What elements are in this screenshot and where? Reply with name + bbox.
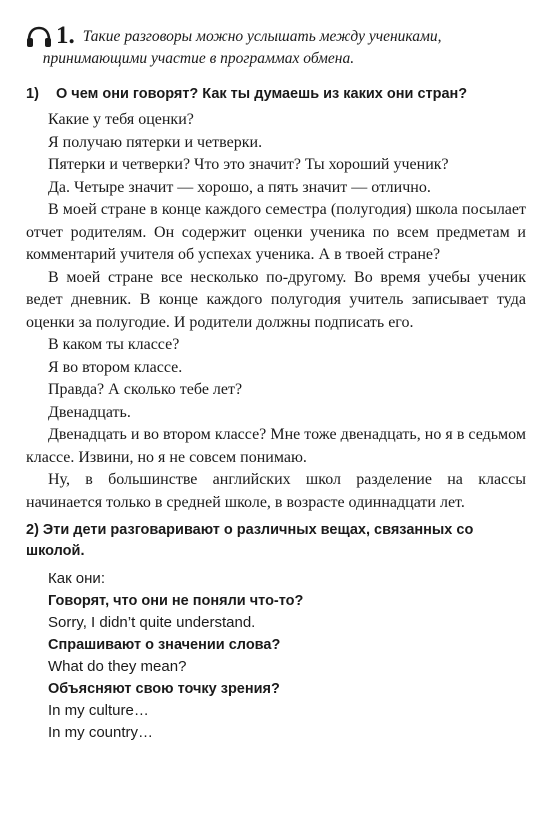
answers-lead: Как они: xyxy=(48,570,105,587)
answer-phrase: In my country… xyxy=(48,724,154,741)
answer-category: Говорят, что они не поняли что-то? xyxy=(48,593,304,609)
answers-list xyxy=(26,568,526,744)
task-intro xyxy=(42,26,442,70)
dialogue-line: Пятерки и четверки? Что это значит? Ты хороший ученик? xyxy=(48,156,449,173)
answer-phrase: What do they mean? xyxy=(48,658,187,675)
dialogue-line: В каком ты классе? xyxy=(48,336,180,353)
dialogue-line: В моей стране в конце каждого семестра (полугодия) школа посылает отчет родителям. Он содержит оценки ученика по всем предметам и комментарий учителя об успехах ученика. А в твоей стране? xyxy=(26,201,526,263)
dialogue-line: Двенадцать. xyxy=(48,403,131,421)
headphones-icon xyxy=(26,26,52,48)
dialogue-line: Какие у тебя оценки? xyxy=(48,111,194,128)
answer-phrase: Sorry, I didn’t quite understand. xyxy=(48,614,256,631)
dialogue-line: Двенадцать и во втором классе? Мне тоже двенадцать, но я в седьмом классе. Извини, но я не совсем понимаю. xyxy=(26,426,526,466)
answer-category: Спрашивают о значении слова? xyxy=(48,637,281,653)
dialogue-line: Правда? А сколько тебе лет? xyxy=(48,381,243,398)
question-2-number: 2) xyxy=(26,522,39,538)
task-intro-line2: принимающими участие в программах обмена. xyxy=(42,50,355,67)
dialogue-line: Я во втором классе. xyxy=(48,358,183,376)
question-1 xyxy=(26,84,526,105)
task-header xyxy=(26,22,526,70)
question-2-text: Эти дети разговаривают о различных вещах, связанных со школой. xyxy=(26,522,474,559)
dialogue-line: В моей стране все несколько по-другому. Во время учебы ученик ведет дневник. В конце каждого полугодия учитель записывает туда оценки за полугодие. И родители должны подписать его. xyxy=(26,268,526,331)
task-intro-line1: Такие разговоры можно услышать между учениками, xyxy=(82,28,442,45)
question-1-number: 1) xyxy=(26,86,39,102)
dialogue-line: Я получаю пятерки и четверки. xyxy=(48,133,263,151)
dialogue-line: Да. Четыре значит — хорошо, а пять значит — отлично. xyxy=(48,178,431,196)
question-1-text: О чем они говорят? Как ты думаешь из каких они стран? xyxy=(56,86,468,102)
answer-category: Объясняют свою точку зрения? xyxy=(48,681,280,697)
dialogue-line: Ну, в большинстве английских школ разделение на классы начинается только в средней школе, в возрасте одиннадцати лет. xyxy=(26,471,526,511)
question-2 xyxy=(26,520,526,562)
answer-phrase: In my culture… xyxy=(48,702,149,719)
dialogue xyxy=(26,109,526,514)
task-number: 1. xyxy=(56,22,75,49)
